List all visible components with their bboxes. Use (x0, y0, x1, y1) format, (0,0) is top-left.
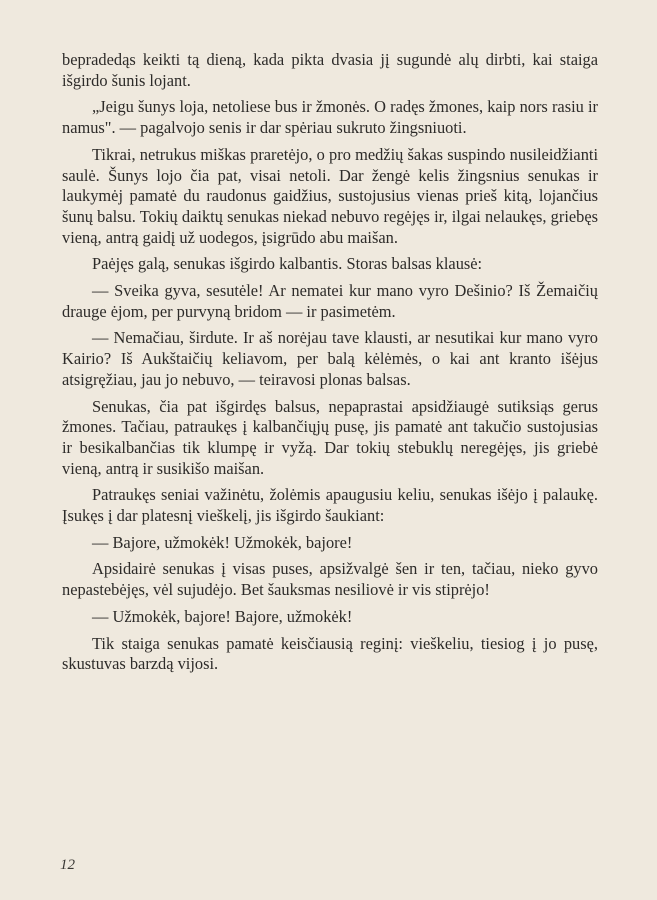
paragraph-8: Patraukęs seniai važinėtu, žolėmis apaugusiu keliu, senukas išėjo į palaukę. Įsukęs į dar platesnį vieškelį, jis išgirdo šaukiant: (62, 485, 598, 526)
paragraph-12: Tik staiga senukas pamatė keisčiausią reginį: vieškeliu, tiesiog į jo pusę, skustuvas barzdą vijosi. (62, 633, 598, 674)
paragraph-7: Senukas, čia pat išgirdęs balsus, nepaprastai apsidžiaugė sutiksiąs gerus žmones. Tačiau, patraukęs į kalbančiųjų pusę, jis pamatė ant takučio sustojusias ir besikalbančias tik klumpę ir vyžą. Dar tokių stebuklų neregėjęs, jis griebė vieną, antrą ir susikišo maišan. (62, 396, 598, 478)
page-number: 12 (60, 857, 75, 873)
paragraph-9: — Bajore, užmokėk! Užmokėk, bajore! (92, 532, 353, 552)
paragraph-10: Apsidairė senukas į visas puses, apsižvalgė šen ir ten, tačiau, nieko gyvo nepastebėjęs, vėl sujudėjo. Bet šauksmas nesiliovė ir vis stiprėjo! (62, 559, 598, 600)
paragraph-2: „Jeigu šunys loja, netoliese bus ir žmonės. O radęs žmones, kaip nors rasiu ir namus". — pagalvojo senis ir dar spėriau sukruto žingsniuoti. (62, 97, 598, 138)
paragraph-1: bepradedąs keikti tą dieną, kada pikta dvasia jį sugundė alų dirbti, kai staiga išgirdo šunis lojant. (62, 50, 598, 90)
paragraph-3: Tikrai, netrukus miškas praretėjo, o pro medžių šakas suspindo nusileidžianti saulė. Šunys lojo čia pat, visai netoli. Dar žengė kelis žingsnius senukas ir laukymėj pamatė du raudonus gaidžius, sustojusius vienas prieš kitą, lojančius šunų balsu. Tokių daiktų senukas niekad nebuvo regėjęs ir, ilgai nelaukęs, griebęs vieną, antrą gaidį už uodegos, įsigrūdo abu maišan. (62, 144, 598, 247)
page-body-text (62, 50, 598, 681)
paragraph-6: — Nemačiau, širdute. Ir aš norėjau tave klausti, ar nesutikai kur mano vyro Kairio? Iš Aukštaičių keliavom, per balą kėlėmės, o kai ant kranto išėjus atsigręžiau, jau jo nebuvo, — teiravosi plonas balsas. (62, 328, 598, 389)
paragraph-4: Paėjęs galą, senukas išgirdo kalbantis. Storas balsas klausė: (92, 254, 483, 274)
paragraph-11: — Užmokėk, bajore! Bajore, užmokėk! (92, 606, 353, 626)
paragraph-5: — Sveika gyva, sesutėle! Ar nematei kur mano vyro Dešinio? Iš Žemaičių drauge ėjom, per purvyną bridom — ir pasimetėm. (62, 281, 598, 321)
